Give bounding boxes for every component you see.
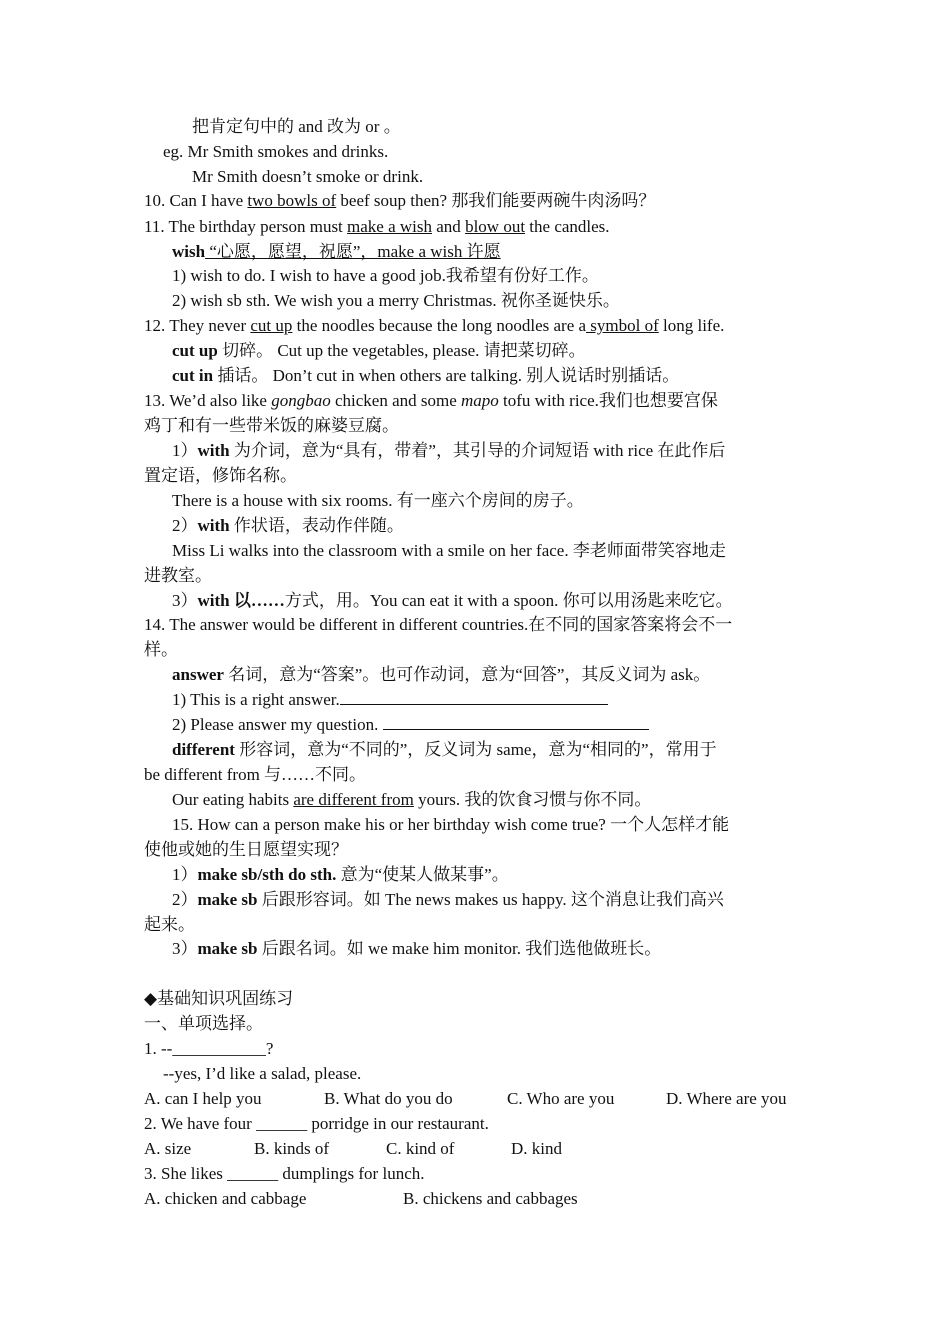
underlined-phrase: two bowls of: [247, 191, 337, 210]
with-point-1: 1）with 为介词，意为“具有，带着”，其引导的介词短语 with rice 在此作后: [172, 441, 726, 460]
q1-option-a[interactable]: A. can I help you: [144, 1089, 262, 1108]
sentence-15-cont: 使他或她的生日愿望实现？: [144, 840, 348, 859]
underlined-phrase: cut up: [250, 316, 293, 335]
example-line: Our eating habits are different from yours. 我的饮食习惯与你不同。: [172, 790, 652, 809]
sentence-11: 11. The birthday person must make a wish and blow out the candles.: [144, 217, 610, 236]
make-point-2-cont: 起来。: [144, 915, 195, 934]
q3-option-b[interactable]: B. chickens and cabbages: [403, 1189, 578, 1208]
exercise-part-title: 一、单项选择。: [144, 1014, 263, 1033]
q1-option-d[interactable]: D. Where are you: [666, 1089, 787, 1108]
q1-option-c[interactable]: C. Who are you: [507, 1089, 615, 1108]
question-3-stem: 3. She likes ______ dumplings for lunch.: [144, 1164, 425, 1183]
with-point-3: 3）with 以……方式，用。You can eat it with a spoon. 你可以用汤匙来吃它。: [172, 591, 733, 610]
note-line: 把肯定句中的 and 改为 or 。: [192, 117, 401, 136]
q2-option-d[interactable]: D. kind: [511, 1139, 562, 1158]
question-1-reply: --yes, I’d like a salad, please.: [163, 1064, 362, 1083]
underlined-phrase: are different from: [293, 790, 414, 809]
vocab-different: different 形容词，意为“不同的”，反义词为 same，意为“相同的”，常用于: [172, 740, 717, 759]
vocab-different-cont: be different from 与……不同。: [144, 765, 367, 784]
with-point-2: 2）with 作状语，表动作伴随。: [172, 516, 404, 535]
example-line: Miss Li walks into the classroom with a smile on her face. 李老师面带笑容地走: [172, 541, 726, 560]
vocab-wish: wish “心愿，愿望，祝愿”，make a wish 许愿: [172, 242, 501, 261]
question-2-stem: 2. We have four ______ porridge in our restaurant.: [144, 1114, 489, 1133]
sentence-12: 12. They never cut up the noodles because the long noodles are a symbol of long life.: [144, 316, 725, 335]
with-point-1-cont: 置定语，修饰名称。: [144, 466, 297, 485]
sentence-14-cont: 样。: [144, 640, 178, 659]
sentence-13: 13. We’d also like gongbao chicken and some mapo tofu with rice.我们也想要宫保: [144, 391, 718, 410]
example-line: 1) wish to do. I wish to have a good job.我希望有份好工作。: [172, 266, 599, 285]
blank-line[interactable]: [383, 712, 649, 730]
make-point-2: 2）make sb 后跟形容词。如 The news makes us happy. 这个消息让我们高兴: [172, 890, 724, 909]
vocab-answer: answer 名词，意为“答案”。也可作动词，意为“回答”，其反义词为 ask。: [172, 665, 711, 684]
answer-example-1: 1) This is a right answer.: [172, 687, 812, 712]
q1-option-b[interactable]: B. What do you do: [324, 1089, 453, 1108]
q2-option-b[interactable]: B. kinds of: [254, 1139, 330, 1158]
make-point-1: 1）make sb/sth do sth. 意为“使某人做某事”。: [172, 865, 509, 884]
example-line: 2) wish sb sth. We wish you a merry Christmas. 祝你圣诞快乐。: [172, 291, 620, 310]
q2-option-a[interactable]: A. size: [144, 1139, 192, 1158]
q3-option-a[interactable]: A. chicken and cabbage: [144, 1189, 307, 1208]
sentence-13-cont: 鸡丁和有一些带米饭的麻婆豆腐。: [144, 416, 399, 435]
vocab-cut-in: cut in 插话。 Don’t cut in when others are talking. 别人说话时别插话。: [172, 366, 680, 385]
underlined-phrase: symbol of: [586, 316, 659, 335]
question-1-stem: 1. --___________?: [144, 1039, 274, 1058]
exercise-heading: ◆基础知识巩固练习: [144, 989, 294, 1008]
example-line-cont: 进教室。: [144, 566, 212, 585]
vocab-cut-up: cut up 切碎。 Cut up the vegetables, please. 请把菜切碎。: [172, 341, 586, 360]
sentence-15: 15. How can a person make his or her birthday wish come true? 一个人怎样才能: [172, 815, 730, 834]
underlined-phrase: blow out: [465, 217, 526, 236]
q2-option-c[interactable]: C. kind of: [386, 1139, 455, 1158]
sentence-14: 14. The answer would be different in different countries.在不同的国家答案将会不一: [144, 615, 733, 634]
example-line: There is a house with six rooms. 有一座六个房间的房子。: [172, 491, 584, 510]
note-line: Mr Smith doesn’t smoke or drink.: [192, 167, 424, 186]
blank-line[interactable]: [340, 687, 608, 705]
underlined-phrase: make a wish: [347, 217, 433, 236]
make-point-3: 3）make sb 后跟名词。如 we make him monitor. 我们选他做班长。: [172, 939, 662, 958]
answer-example-2: 2) Please answer my question.: [172, 712, 812, 737]
sentence-10: 10. Can I have two bowls of beef soup then? 那我们能要两碗牛肉汤吗？: [144, 191, 656, 210]
note-line: eg. Mr Smith smokes and drinks.: [163, 142, 389, 161]
